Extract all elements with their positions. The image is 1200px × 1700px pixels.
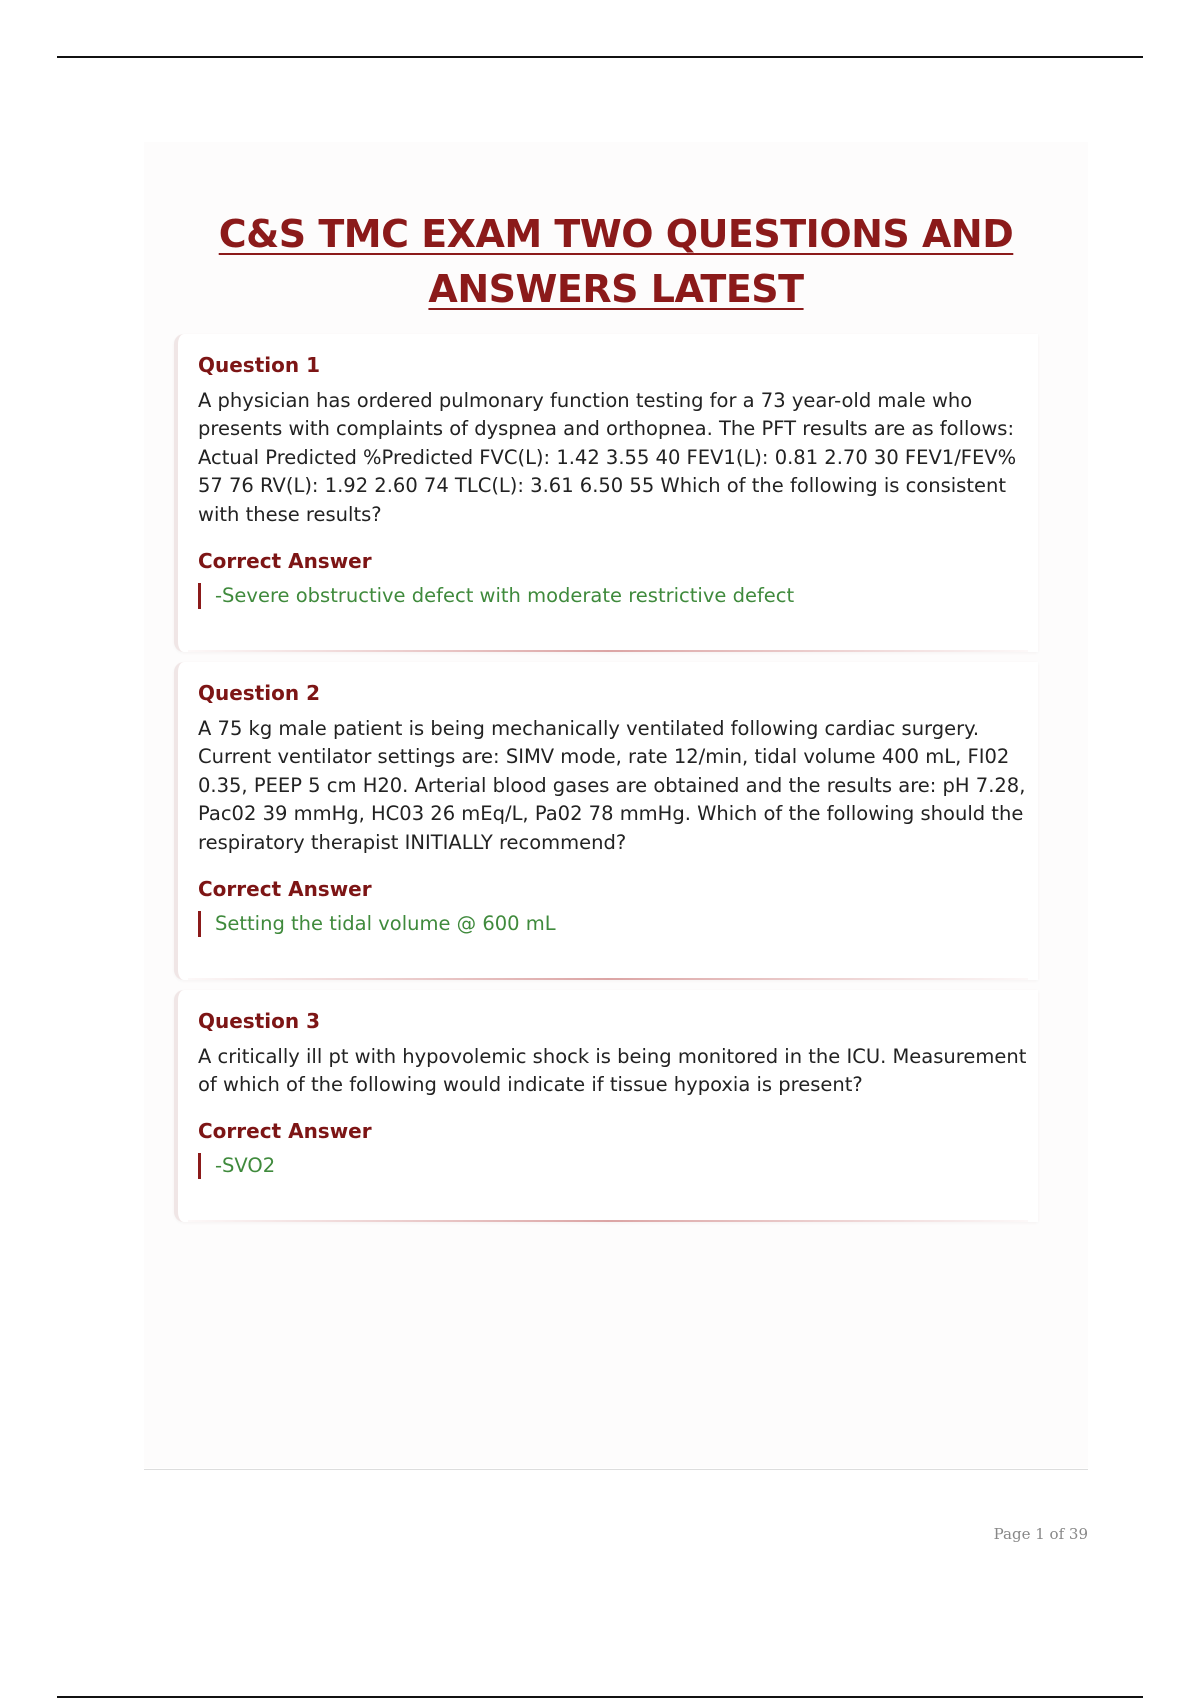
answer-label: Correct Answer (198, 1119, 372, 1143)
question-label: Question 2 (198, 681, 320, 705)
question-text: A 75 kg male patient is being mechanically ventilated following cardiac surgery. Current ventilator settings are: SIMV mode, rate 12/min, tidal volume 400 mL, FI02 0.35, PEEP 5 cm H20. Arterial blood gases are obtained and the results are: pH 7.28, Pac02 39 mmHg, HC03 26 mEq/L, Pa02 78 mmHg. Which of the following should the respiratory therapist INITIALLY recommend? (198, 717, 1026, 854)
question-label: Question 3 (198, 1009, 320, 1033)
question-card-1 (174, 334, 1038, 652)
answer-row (198, 910, 556, 938)
answer-marker (198, 583, 201, 609)
question-text: A critically ill pt with hypovolemic shock is being monitored in the ICU. Measurement of which of the following would indicate if tissue hypoxia is present? (198, 1045, 1027, 1097)
page-indicator: Page 1 of 39 (993, 1525, 1088, 1543)
document-page (144, 142, 1088, 1468)
top-page-rule (57, 56, 1143, 58)
answer-marker (198, 1153, 201, 1179)
question-text: A physician has ordered pulmonary function testing for a 73 year-old male who presents with complaints of dyspnea and orthopnea. The PFT results are as follows: Actual Predicted %Predicted FVC(L): 1.42 3.55 40 FEV1(L): 0.81 2.70 30 FEV1/FEV% 57 76 RV(L): 1.92 2.60 74 TLC(L): 3.61 6.50 55 Which of the following is consistent with these results? (198, 389, 1017, 526)
answer-row (198, 582, 794, 610)
answer-marker (198, 911, 201, 937)
answer-text: Setting the tidal volume @ 600 mL (215, 912, 556, 935)
footer-divider (144, 1469, 1088, 1470)
answer-label: Correct Answer (198, 877, 372, 901)
answer-text: -Severe obstructive defect with moderate restrictive defect (215, 584, 795, 607)
question-card-2 (174, 662, 1038, 980)
answer-row (198, 1152, 275, 1180)
question-label: Question 1 (198, 353, 320, 377)
answer-label: Correct Answer (198, 549, 372, 573)
page-title: C&S TMC EXAM TWO QUESTIONS AND ANSWERS LATEST (218, 212, 1014, 311)
question-card-3 (174, 990, 1038, 1222)
answer-text: -SVO2 (215, 1154, 276, 1177)
bottom-page-rule (57, 1696, 1143, 1698)
